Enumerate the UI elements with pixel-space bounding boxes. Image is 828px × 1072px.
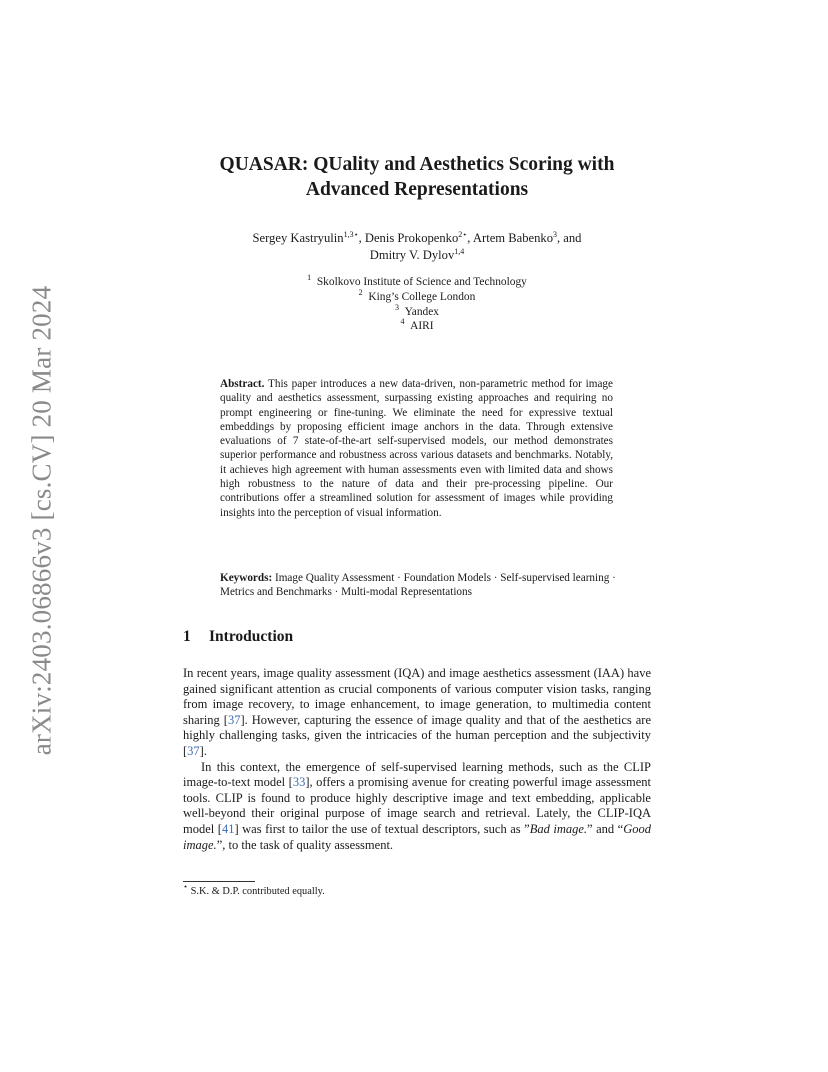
keywords [220, 571, 635, 600]
italic-text: Good image. [183, 821, 651, 852]
affiliation-num: 2 [358, 287, 363, 297]
author-name: Artem Babenko [472, 231, 553, 245]
author-name: Sergey Kastryulin [252, 231, 344, 245]
abstract [220, 377, 613, 520]
text-run: ” and “ [587, 821, 624, 836]
arxiv-identifier: arXiv:2403.06866v3 [cs.CV] 20 Mar 2024 [26, 285, 57, 755]
section-title: Introduction [209, 628, 294, 645]
section-heading [183, 628, 651, 646]
section-number: 1 [183, 628, 191, 645]
footnote-divider [183, 881, 255, 882]
arxiv-stamp [22, 285, 62, 755]
abstract-label: Abstract. [220, 378, 265, 390]
author-name: Dmitry V. Dylov [369, 248, 455, 262]
affiliation-num: 1 [307, 273, 312, 282]
body-text [183, 666, 651, 853]
affiliation-num: 4 [400, 317, 405, 327]
author-sup: 1,4 [454, 247, 465, 256]
abstract-text: This paper introduces a new data-driven, non-parametric method for image quality and aesthetics assessment, surpassing existing approaches and requiring no prompt engineering or fine-tuning. We eliminate the need for expressive textual embeddings by proposing efficient image anchors in the data. Through extensive evaluations of 7 state-of-the-art self-supervised models, our method demonstrates superior performance and robustness across various datasets and benchmarks. Notably, it achieves high agreement with human assessments even with limited data and shows high robustness to the nature of data and their pre-processing pipeline. Our contributions offer a streamlined solution for assessment of images while providing insights into the perception of visual information. [220, 378, 613, 519]
affiliation-list [183, 275, 651, 334]
affiliation [183, 287, 651, 305]
citation-link[interactable]: 41 [221, 821, 235, 836]
paragraph [183, 666, 651, 760]
text-run: In recent years, image quality assessment (IQA) and image aesthetics assessment (IAA) have gained significant attention as crucial components of various computer vision tasks, ranging from image recovery, to image enhancement, to image generation, to multimedia content sharing [ [183, 666, 651, 727]
affiliation-num: 3 [395, 302, 399, 312]
author-sup: 3 [553, 230, 557, 239]
author-sep: , and [557, 231, 582, 245]
text-run: ], offers a promising avenue for creating powerful image assessment tools. CLIP is found to produce highly descriptive image and text embedding, applicable well-beyond their original purpose of image search and retrieval. Lately, the CLIP-IQA model [ [183, 775, 651, 836]
affiliation-name: Yandex [404, 305, 439, 318]
keywords-text: Image Quality Assessment · Foundation Models · Self-supervised learning · Metrics and Benchmarks · Multi-modal Representations [220, 572, 616, 599]
affiliation [183, 302, 651, 320]
author-sep: , [358, 231, 365, 245]
author-sep: , [467, 231, 473, 245]
author-sup: 2⋆ [458, 230, 468, 239]
title-line-2: Advanced Representations [305, 179, 529, 200]
footnote [183, 882, 651, 897]
author-list [183, 230, 651, 264]
citation-link[interactable]: 37 [187, 743, 200, 758]
paragraph [183, 760, 651, 854]
text-run: ] was first to tailor the use of textual descriptors, such as ” [234, 821, 530, 836]
text-run: ]. However, capturing the essence of image quality and that of the aesthetics are highly challenging tasks, given the intricacies of the human perception and the subjectivity [ [183, 712, 651, 758]
paper-title [183, 152, 651, 202]
citation-link[interactable]: 37 [227, 712, 241, 727]
author-sup: 1,3⋆ [343, 230, 359, 239]
keywords-label: Keywords: [220, 572, 273, 584]
affiliation-name: King’s College London [368, 290, 476, 303]
affiliation [183, 319, 651, 334]
affiliation-name: AIRI [410, 320, 434, 333]
footnote-mark: ⋆ [183, 882, 189, 891]
footnote-text: S.K. & D.P. contributed equally. [190, 886, 325, 897]
affiliation-name: Skolkovo Institute of Science and Technology [316, 276, 527, 288]
affiliation [183, 275, 651, 290]
author-name: Denis Prokopenko [364, 231, 459, 245]
text-run: In this context, the emergence of self-supervised learning methods, such as the CLIP image-to-text model [ [183, 759, 651, 790]
italic-text: Bad image. [529, 821, 588, 836]
text-run: ”, to the task of quality assessment. [216, 837, 394, 852]
citation-link[interactable]: 33 [292, 775, 306, 790]
title-line-1: QUASAR: QUality and Aesthetics Scoring with [219, 154, 615, 175]
text-run: ]. [199, 743, 207, 758]
